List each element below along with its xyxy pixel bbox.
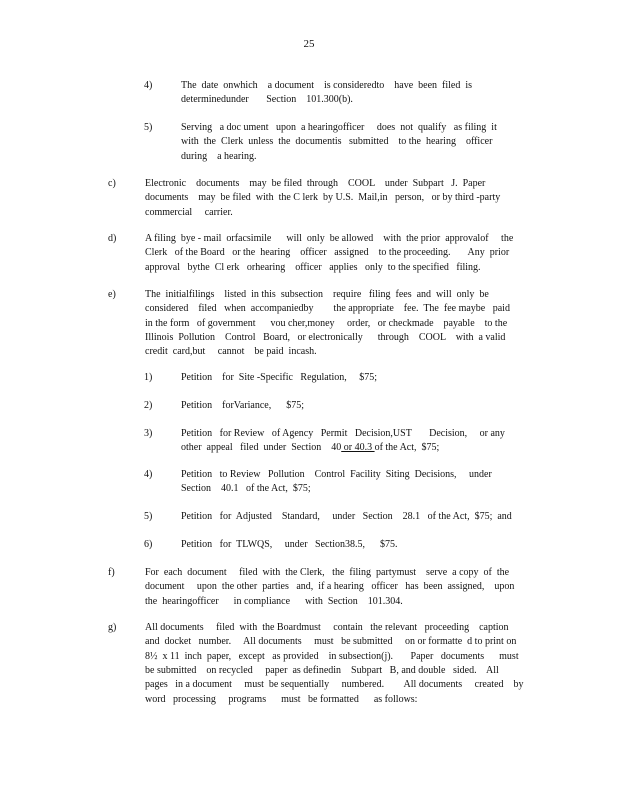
item-label: 6) (144, 539, 153, 550)
item-line: Petition forVariance, $75; (181, 400, 305, 411)
item-label: 5) (144, 511, 153, 522)
item-line: during a hearing. (181, 150, 257, 162)
item-line: determinedunder Section 101.300(b). (181, 94, 353, 106)
item-label: e) (108, 289, 116, 300)
item-line: The initialfilings listed in this subsection require filing fees and will only be (145, 289, 489, 300)
item-line: For each document filed with the Clerk, the filing partymust serve a copy of the (145, 567, 510, 578)
item-line: Petition for Review of Agency Permit Decision,UST Decision, or any (181, 428, 505, 439)
item-label: 4) (144, 80, 153, 91)
underlined-insertion: or 40.3 (341, 442, 375, 454)
item-line: All documents filed with the Boardmust contain the relevant proceeding caption (145, 622, 509, 633)
page-number: 25 (303, 38, 315, 50)
item-line: Petition for Adjusted Standard, under Section 28.1 of the Act, $75; and (181, 511, 512, 522)
item-label: 4) (144, 469, 153, 480)
item-line: be submitted on recycled paper as definedin Subpart B, and double sided. All (145, 664, 499, 676)
item-label: c) (108, 178, 116, 189)
item-line (181, 441, 439, 455)
item-line: approval bythe Cl erk orhearing officer applies only to the specified filing. (145, 261, 481, 273)
item-line: Serving a doc ument upon a hearingofficer does not qualify as filing it (181, 122, 497, 133)
item-line: 8½ x 11 inch paper, except as provided in subsection(j). Paper documents must (145, 650, 519, 662)
item-line: considered filed when accompaniedby the appropriate fee. The fee maybe paid (145, 303, 510, 315)
item-line: commercial carrier. (145, 206, 233, 218)
item-line: Petition for TLWQS, under Section38.5, $75. (181, 539, 398, 550)
item-line: in the form of government vou cher,money order, or checkmade payable to the (145, 317, 508, 329)
item-line: Illinois Pollution Control Board, or electronically through COOL with a valid (145, 331, 506, 343)
item-line: credit card,but cannot be paid incash. (145, 346, 317, 358)
item-label: 1) (144, 372, 153, 383)
item-line: Section 40.1 of the Act, $75; (181, 483, 311, 495)
item-line: Petition to Review Pollution Control Facility Siting Decisions, under (181, 469, 492, 480)
line-text: of the Act, $75; (374, 442, 440, 454)
item-line: pages in a document must be sequentially numbered. All documents created by (145, 679, 524, 691)
item-line: The date onwhich a document is consideredto have been filed is (181, 80, 473, 91)
item-label: 3) (144, 428, 153, 439)
item-label: d) (108, 233, 117, 244)
item-label: g) (108, 622, 117, 633)
item-label: 5) (144, 122, 153, 133)
item-label: f) (108, 567, 115, 578)
item-line: word processing programs must be formatted as follows: (145, 693, 418, 705)
item-line: documents may be filed with the C lerk by U.S. Mail,in person, or by third -party (145, 192, 501, 204)
item-line: A filing bye - mail orfacsimile will only be allowed with the prior approvalof the (145, 233, 514, 244)
item-line: Clerk of the Board or the hearing officer assigned to the proceeding. Any prior (145, 247, 510, 259)
item-line: the hearingofficer in compliance with Section 101.304. (145, 595, 403, 607)
item-line: Electronic documents may be filed through COOL under Subpart J. Paper (145, 178, 486, 189)
item-line: Petition for Site -Specific Regulation, $75; (181, 372, 378, 383)
item-line: document upon the other parties and, if a hearing officer has been assigned, upon (145, 581, 515, 593)
item-label: 2) (144, 400, 153, 411)
item-line: and docket number. All documents must be submitted on or formatte d to print on (145, 636, 517, 648)
line-text: other appeal filed under Section 40 (181, 442, 342, 454)
item-line: with the Clerk unless the documentis submitted to the hearing officer (181, 136, 493, 148)
